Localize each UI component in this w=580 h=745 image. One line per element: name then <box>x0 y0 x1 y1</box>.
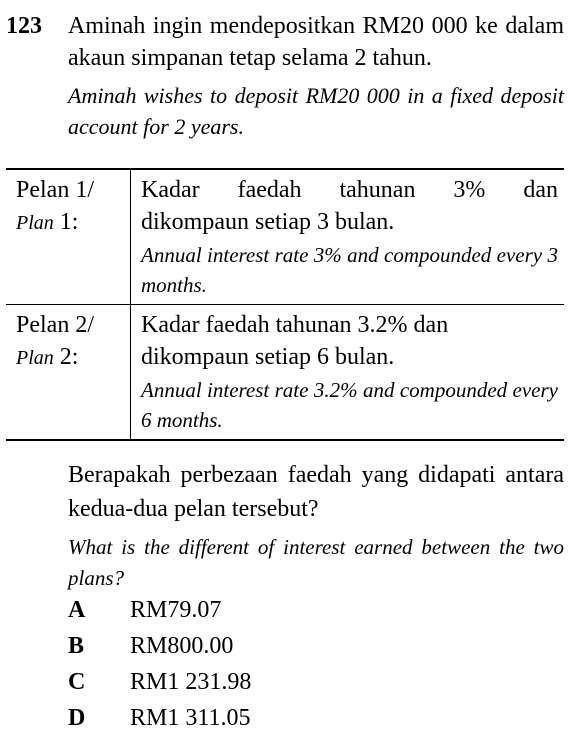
plan-label-english: Plan <box>16 212 54 234</box>
plan-label-number: 2: <box>53 344 79 370</box>
plan-label-english-line <box>16 206 126 239</box>
plan-description-malay-line2: dikompaun setiap 3 bulan. <box>141 209 395 235</box>
option-letter: C <box>68 669 86 695</box>
option-value: RM1 311.05 <box>130 705 251 731</box>
plan-label-english: Plan <box>16 347 54 369</box>
option-value: RM800.00 <box>130 633 234 659</box>
question-text-english: Aminah wishes to deposit RM20 000 in a fixed deposit account for 2 years. <box>68 83 564 139</box>
plan-description-malay-line1: Kadar faedah tahunan 3.2% dan <box>141 312 449 338</box>
ask-text-malay: Berapakah perbezaan faedah yang didapati antara kedua-dua pelan tersebut? <box>68 462 564 522</box>
plan-label-cell <box>6 305 131 441</box>
option-d[interactable] <box>68 700 564 736</box>
plan-label-malay: Pelan 1/ <box>16 177 94 203</box>
option-value: RM1 231.98 <box>130 669 252 695</box>
answer-options <box>68 592 564 736</box>
option-value: RM79.07 <box>130 597 222 623</box>
question-number: 123 <box>6 13 42 39</box>
option-b[interactable] <box>68 628 564 664</box>
plan-label-english-line <box>16 341 126 374</box>
plan-description-malay-line2: dikompaun setiap 6 bulan. <box>141 344 395 370</box>
plan-description-english: Annual interest rate 3% and compounded every 3 months. <box>141 243 558 297</box>
option-letter: B <box>68 633 85 659</box>
table-row <box>6 169 564 305</box>
option-c[interactable] <box>68 664 564 700</box>
plan-description-cell <box>131 305 565 441</box>
plans-table <box>6 168 564 441</box>
option-letter: D <box>68 705 86 731</box>
option-a[interactable] <box>68 592 564 628</box>
plan-description-english: Annual interest rate 3.2% and compounded every 6 months. <box>141 378 558 432</box>
plan-label-cell <box>6 169 131 305</box>
plan-description-cell <box>131 169 565 305</box>
plan-description-malay-line1: Kadar faedah tahunan 3% dan <box>141 177 558 203</box>
table-row <box>6 305 564 441</box>
option-letter: A <box>68 597 86 623</box>
plan-label-number: 1: <box>53 209 79 235</box>
ask-text-english: What is the different of interest earned between the two plans? <box>68 535 564 590</box>
question-text-malay: Aminah ingin mendepositkan RM20 000 ke dalam akaun simpanan tetap selama 2 tahun. <box>68 13 564 71</box>
plan-label-malay: Pelan 2/ <box>16 312 94 338</box>
